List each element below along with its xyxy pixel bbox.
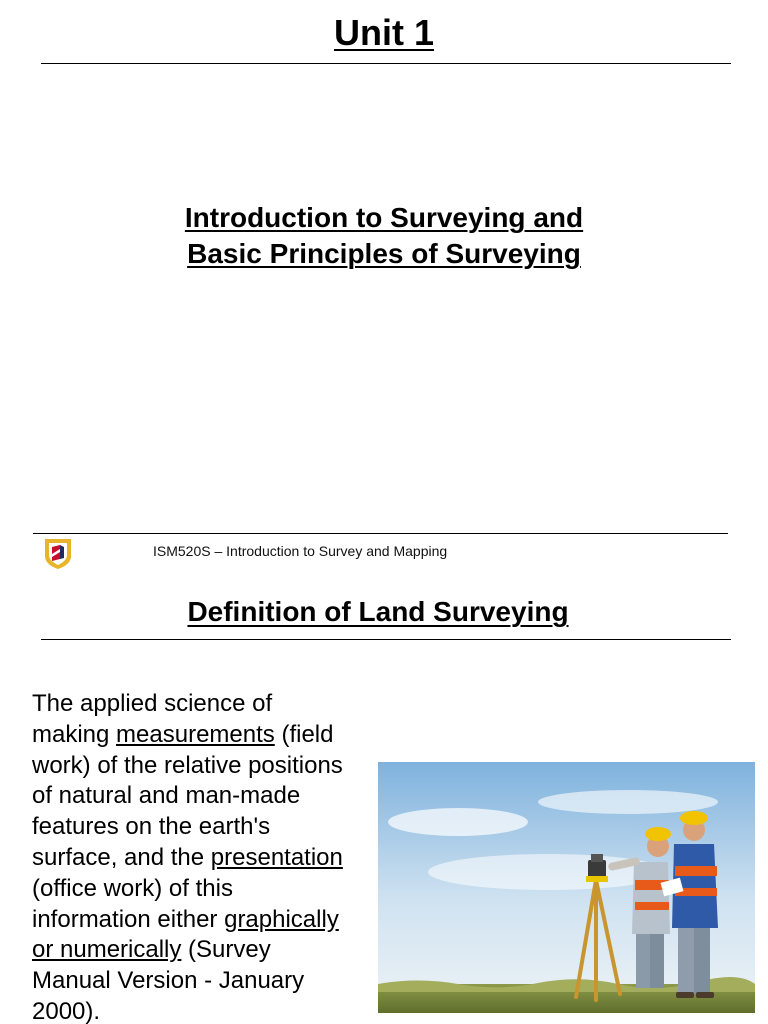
definition-line: features on the earth's [32,813,271,841]
definition-line: 2000). [32,997,101,1024]
university-shield-icon [42,536,74,570]
definition-line: or numerically (Survey [32,936,271,964]
footer-divider [33,533,728,534]
definition-paragraph [32,689,372,1024]
unit-title: Unit 1 [333,12,434,53]
definition-line: making measurements (field [32,720,334,748]
term-numerically: or numerically [32,936,182,964]
title-divider [41,63,731,64]
definition-line: The applied science of [32,690,273,717]
definition-line: of natural and man-made [32,782,301,810]
definition-line: surface, and the presentation [32,843,343,871]
definition-line: (office work) of this [32,874,233,902]
intro-title-line-1: Introduction to Surveying and [184,202,584,233]
definition-line: Manual Version - January [32,967,305,995]
term-graphically: graphically [224,905,339,933]
definition-line: information either graphically [32,905,339,933]
intro-title [0,200,768,272]
term-presentation: presentation [210,843,343,871]
definition-line: work) of the relative positions [32,751,343,779]
definition-divider [41,639,731,640]
term-measurements: measurements [116,720,275,748]
definition-title: Definition of Land Surveying [187,596,569,627]
course-footer-text: ISM520S – Introduction to Survey and Mapping [153,543,448,559]
intro-title-line-2: Basic Principles of Surveying [187,238,581,269]
surveyors-photo [378,762,755,1013]
